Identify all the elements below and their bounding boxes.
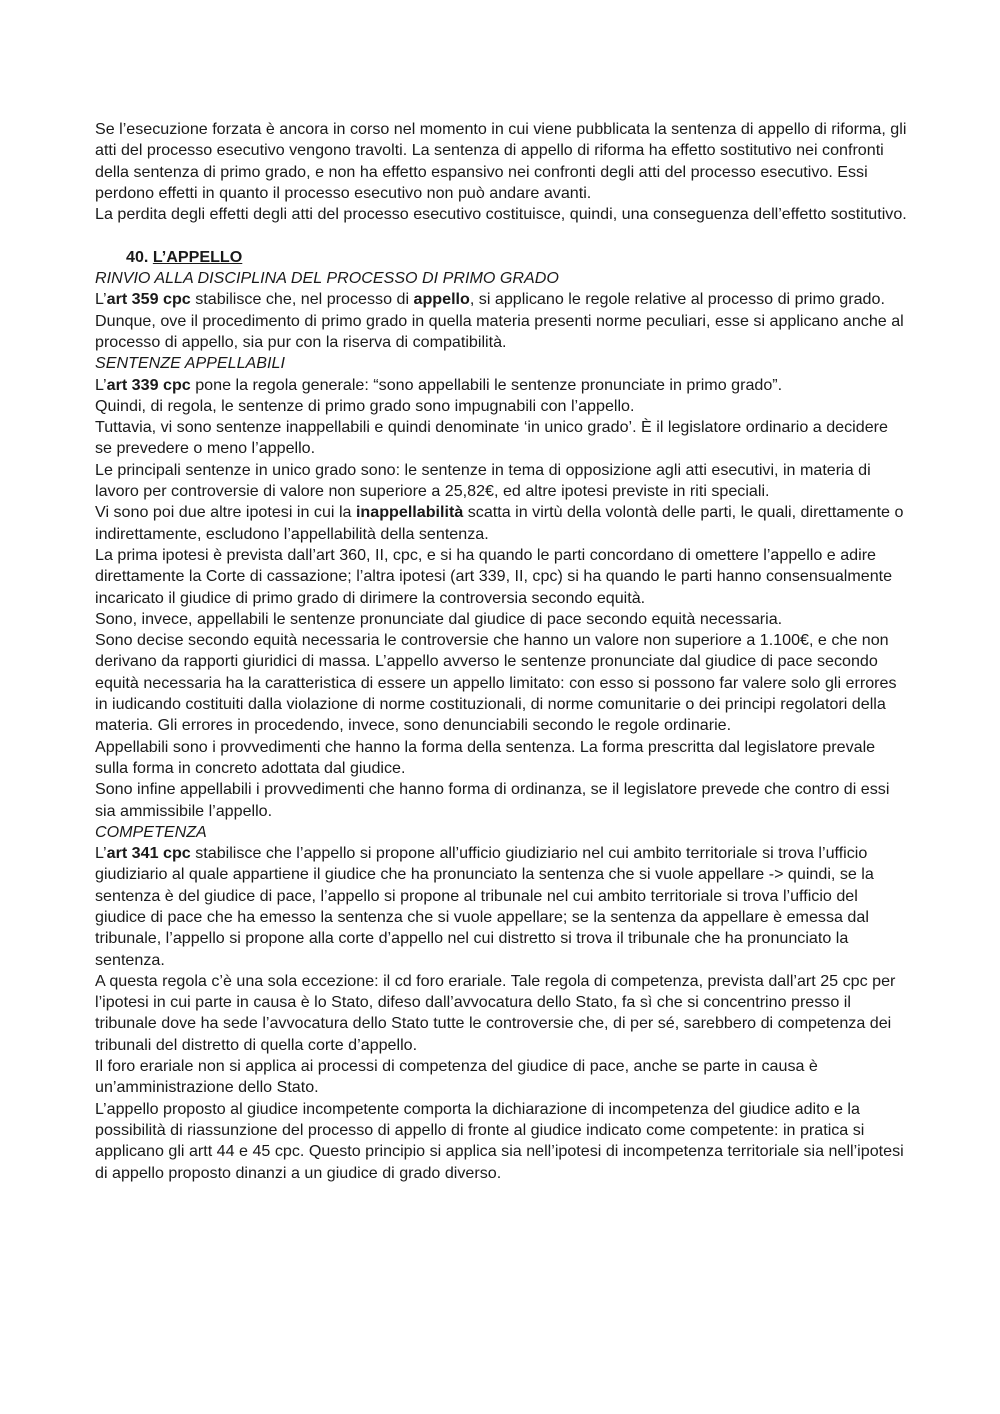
paragraph: Appellabili sono i provvedimenti che hanno la forma della sentenza. La forma prescritta dal legislatore prevale sulla forma in concreto adottata dal giudice. [95,737,876,777]
paragraph: La perdita degli effetti degli atti del processo esecutivo costituisce, quindi, una conseguenza dell’effetto sostitutivo. [95,205,907,224]
subsection-title: RINVIO ALLA DISCIPLINA DEL PROCESSO DI PRIMO GRADO [95,269,559,288]
paragraph: Sono decise secondo equità necessaria le controversie che hanno un valore non superiore a 1.100€, e che non derivano da rapporti giuridici di massa. L’appello avverso le sentenze pronunciate dal giudice di pace secondo equità necessaria ha la caratteristica di essere un appello limitato: con esso si possono far valere solo gli errores in iudicando costituiti dalla violazione di norme costituzionali, di norme comunitarie o dei principi regolatori della materia. Gli errores in procedendo, invece, sono denunciabili secondo le regole ordinarie. [95,631,897,735]
subsection-title: SENTENZE APPELLABILI [95,354,285,373]
article-reference: art 359 cpc [106,290,191,309]
paragraph: Sono, invece, appellabili le sentenze pronunciate dal giudice di pace secondo equità necessaria. [95,609,783,628]
paragraph: L’art 341 cpc stabilisce che l’appello si propone all’ufficio giudiziario nel cui ambito territoriale si trova l’ufficio giudiziario al quale appartiene il giudice che ha pronunciato la sentenza che si vuole appellare -> quindi, se la sentenza è del giudice di pace, l’appello si propone al tribunale nel cui ambito territoriale si trova l’ufficio del giudice di pace che ha emesso la sentenza che si vuole appellare; se la sentenza da appellare è emessa dal tribunale, l’appello si propone alla corte d’appello nel cui distretto si trova il tribunale che ha pronunciato la sentenza. [95,844,874,969]
paragraph: Tuttavia, vi sono sentenze inappellabili e quindi denominate ‘in unico grado’. È il legislatore ordinario a decidere se prevedere o meno l’appello. [95,418,888,458]
paragraph: Dunque, ove il procedimento di primo grado in quella materia presenti norme peculiari, esse si applicano anche al processo di appello, sia pur con la riserva di compatibilità. [95,311,904,351]
article-reference: art 341 cpc [106,844,191,863]
bold-term: inappellabilità [355,503,464,522]
bold-term: appello [413,290,470,309]
paragraph: L’art 339 cpc pone la regola generale: “sono appellabili le sentenze pronunciate in primo grado”. [95,375,783,394]
paragraph: A questa regola c’è una sola eccezione: il cd foro erariale. Tale regola di competenza, prevista dall’art 25 cpc per l’ipotesi in cui parte in causa è lo Stato, difeso dall’avvocatura dello Stato, fa sì che si concentrino presso il tribunale dove ha sede l’avvocatura dello Stato tutte le controversie che, di per sé, sarebbero di competenza dei tribunali del distretto di quella corte d’appello. [95,971,896,1054]
paragraph: L’appello proposto al giudice incompetente comporta la dichiarazione di incompetenza del giudice adito e la possibilità di riassunzione del processo di appello di fronte al giudice indicato come competente: in pratica si applicano gli artt 44 e 45 cpc. Questo principio si applica sia nell’ipotesi di incompetenza territoriale sia nell’ipotesi di appello proposto dinanzi a un giudice di grado diverso. [95,1099,904,1182]
paragraph: Vi sono poi due altre ipotesi in cui la inappellabilità scatta in virtù della volontà delle parti, le quali, direttamente o indirettamente, escludono l’appellabilità della sentenza. [95,503,904,543]
paragraph: L’art 359 cpc stabilisce che, nel processo di appello, si applicano le regole relative al processo di primo grado. [95,290,885,309]
paragraph: Se l’esecuzione forzata è ancora in corso nel momento in cui viene pubblicata la sentenza di appello di riforma, gli atti del processo esecutivo vengono travolti. La sentenza di appello di riforma ha effetto sostitutivo nei confronti della sentenza di primo grado, e non ha effetto espansivo nei confronti degli atti del processo esecutivo. Essi perdono effetti in quanto il processo esecutivo non può andare avanti. [95,120,907,202]
paragraph: Le principali sentenze in unico grado sono: le sentenze in tema di opposizione agli atti esecutivi, in materia di lavoro per controversie di valore non superiore a 25,82€, ed altre ipotesi previste in riti speciali. [95,460,871,501]
section-heading [95,247,908,268]
article-reference: art 339 cpc [106,375,191,394]
paragraph: Il foro erariale non si applica ai processi di competenza del giudice di pace, anche se parte in causa è un’amministrazione dello Stato. [95,1057,818,1097]
subsection-title: COMPETENZA [95,822,207,841]
paragraph: La prima ipotesi è prevista dall’art 360, II, cpc, e si ha quando le parti concordano di omettere l’appello e adire direttamente la Corte di cassazione; l’altra ipotesi (art 339, II, cpc) si ha quando le parti hanno consensualmente incaricato il giudice di primo grado di dirimere la controversia secondo equità. [95,545,893,607]
paragraph: Sono infine appellabili i provvedimenti che hanno forma di ordinanza, se il legislatore prevede che contro di essi sia ammissibile l’appello. [95,780,890,820]
section-title: L’APPELLO [152,247,243,266]
blank-line [95,225,908,246]
section-number: 40. [126,247,149,266]
paragraph: Quindi, di regola, le sentenze di primo grado sono impugnabili con l’appello. [95,396,635,415]
